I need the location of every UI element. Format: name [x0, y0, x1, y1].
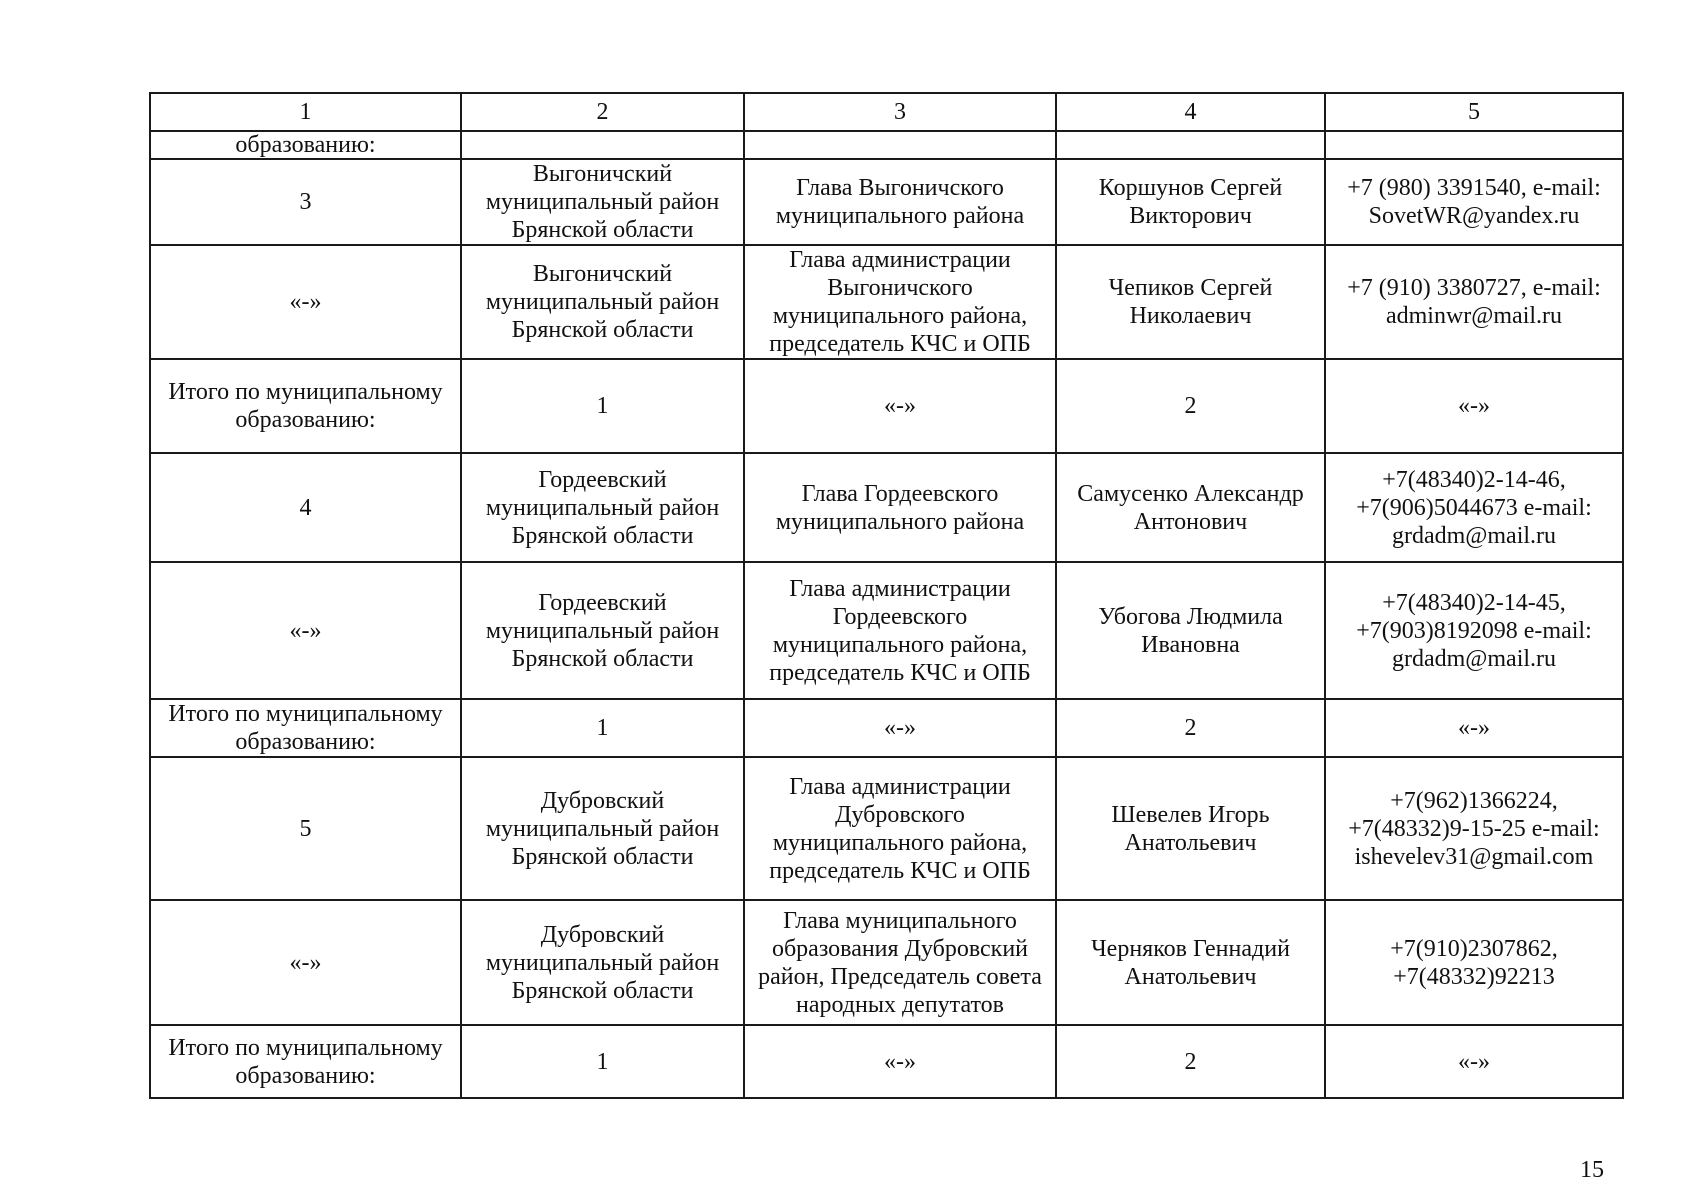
number-cell: 3 [150, 159, 461, 245]
table-row [150, 159, 1623, 245]
position-cell: Глава муниципального образования Дубровский район, Председатель совета народных депутатов [744, 900, 1056, 1025]
name-cell: Чепиков Сергей Николаевич [1056, 245, 1325, 359]
contact-cell: +7(48340)2-14-45, +7(903)8192098 e-mail: grdadm@mail.ru [1325, 562, 1623, 699]
subtotal-cell: 1 [461, 359, 744, 453]
contact-cell: +7 (910) 3380727, e-mail: adminwr@mail.ru [1325, 245, 1623, 359]
number-cell: «-» [150, 562, 461, 699]
district-cell: Гордеевский муниципальный район Брянской области [461, 453, 744, 562]
contact-cell: +7(962)1366224, +7(48332)9-15-25 e-mail: ishevelev31@gmail.com [1325, 757, 1623, 900]
subtotal-label: Итого по муниципальному образованию: [150, 359, 461, 453]
subtotal-cell: «-» [1325, 699, 1623, 757]
subtotal-cell: «-» [1325, 359, 1623, 453]
district-cell: Выгоничский муниципальный район Брянской области [461, 159, 744, 245]
position-cell: Глава Выгоничского муниципального района [744, 159, 1056, 245]
table-row [150, 245, 1623, 359]
column-number-row [150, 93, 1623, 131]
contact-cell: +7(910)2307862, +7(48332)92213 [1325, 900, 1623, 1025]
subtotal-row [150, 699, 1623, 757]
position-cell: Глава администрации Дубровского муниципального района, председатель КЧС и ОПБ [744, 757, 1056, 900]
column-number-cell: 5 [1325, 93, 1623, 131]
name-cell: Самусенко Александр Антонович [1056, 453, 1325, 562]
name-cell: Черняков Геннадий Анатольевич [1056, 900, 1325, 1025]
table-row [150, 562, 1623, 699]
number-cell: образованию: [150, 131, 461, 159]
number-cell: «-» [150, 900, 461, 1025]
table-row [150, 757, 1623, 900]
contact-cell [1325, 131, 1623, 159]
subtotal-row [150, 1025, 1623, 1098]
district-cell: Выгоничский муниципальный район Брянской области [461, 245, 744, 359]
subtotal-cell: 2 [1056, 699, 1325, 757]
subtotal-cell: «-» [744, 1025, 1056, 1098]
column-number-cell: 3 [744, 93, 1056, 131]
table-row [150, 900, 1623, 1025]
position-cell [744, 131, 1056, 159]
position-cell: Глава администрации Выгоничского муниципального района, председатель КЧС и ОПБ [744, 245, 1056, 359]
subtotal-cell: «-» [744, 699, 1056, 757]
table-row [150, 453, 1623, 562]
number-cell: 4 [150, 453, 461, 562]
name-cell [1056, 131, 1325, 159]
subtotal-row [150, 359, 1623, 453]
page-number: 15 [1580, 1157, 1604, 1183]
column-number-cell: 1 [150, 93, 461, 131]
number-cell: «-» [150, 245, 461, 359]
table-row [150, 131, 1623, 159]
subtotal-cell: 2 [1056, 1025, 1325, 1098]
contact-cell: +7 (980) 3391540, e-mail: SovetWR@yandex.ru [1325, 159, 1623, 245]
column-number-cell: 4 [1056, 93, 1325, 131]
name-cell: Убогова Людмила Ивановна [1056, 562, 1325, 699]
number-cell: 5 [150, 757, 461, 900]
officials-table [149, 92, 1624, 1099]
subtotal-label: Итого по муниципальному образованию: [150, 1025, 461, 1098]
subtotal-label: Итого по муниципальному образованию: [150, 699, 461, 757]
district-cell [461, 131, 744, 159]
district-cell: Дубровский муниципальный район Брянской области [461, 900, 744, 1025]
name-cell: Шевелев Игорь Анатольевич [1056, 757, 1325, 900]
position-cell: Глава администрации Гордеевского муниципального района, председатель КЧС и ОПБ [744, 562, 1056, 699]
district-cell: Дубровский муниципальный район Брянской области [461, 757, 744, 900]
subtotal-cell: 2 [1056, 359, 1325, 453]
subtotal-cell: 1 [461, 699, 744, 757]
subtotal-cell: 1 [461, 1025, 744, 1098]
subtotal-cell: «-» [744, 359, 1056, 453]
column-number-cell: 2 [461, 93, 744, 131]
subtotal-cell: «-» [1325, 1025, 1623, 1098]
position-cell: Глава Гордеевского муниципального района [744, 453, 1056, 562]
name-cell: Коршунов Сергей Викторович [1056, 159, 1325, 245]
district-cell: Гордеевский муниципальный район Брянской области [461, 562, 744, 699]
contact-cell: +7(48340)2-14-46, +7(906)5044673 e-mail: grdadm@mail.ru [1325, 453, 1623, 562]
